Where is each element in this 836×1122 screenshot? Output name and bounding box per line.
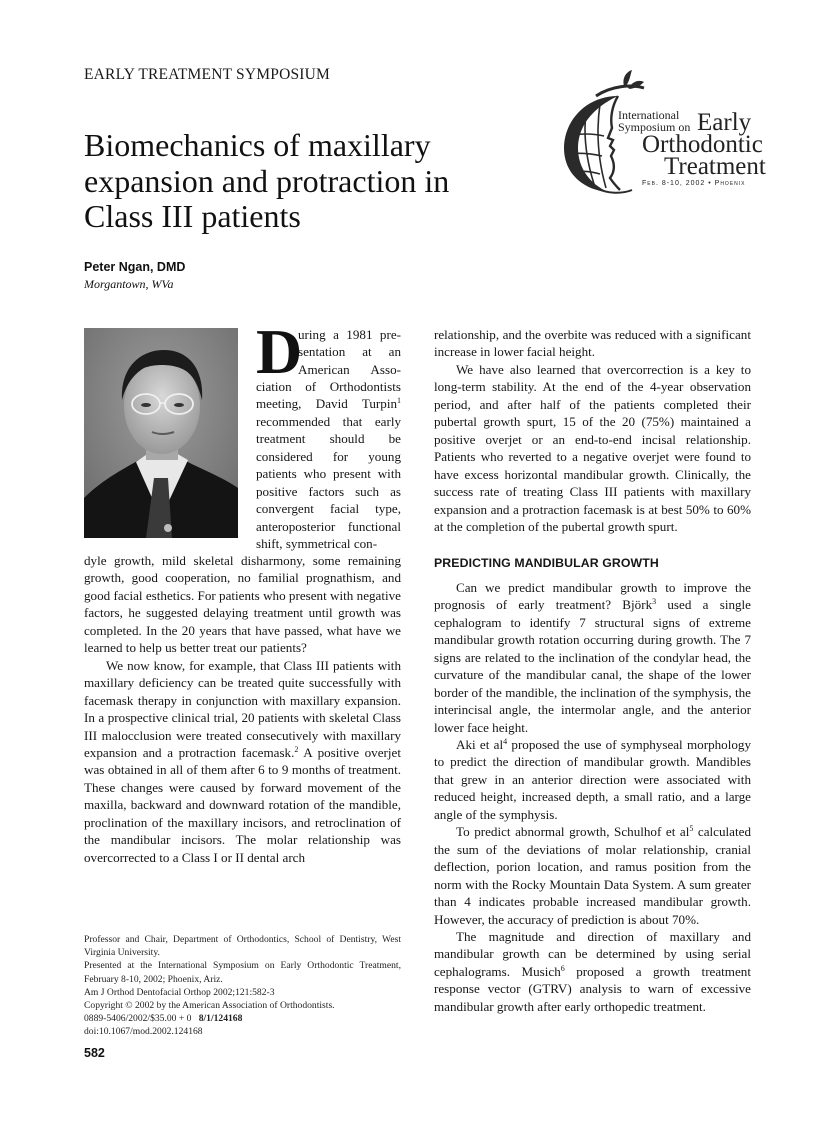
paragraph-text: We now know, for example, that Class III patients with maxillary deficiency can be treated quite successfully with facemask therapy in conjunction with maxillary expansion. In a prospective clinical trial, 20 patients with skeletal Class III malocclusion were treated consecutively with maxillary expansion and a protraction facemask. [84,657,401,760]
footnote-copyright: Copyright © 2002 by the American Association of Orthodontists. [84,1000,335,1012]
paragraph: relationship, and the overbite was reduced with a significant increase in lower facial height. [434,327,751,360]
article-title [84,128,524,235]
paragraph-text: Can we predict mandibular growth to improve the prognosis of early treatment? Björk [434,579,751,613]
footnote-issn [84,1012,401,1025]
title-line: Biomechanics of maxillary [84,127,431,163]
paragraph-text: calculated the sum of the deviations of molar relationship, cranial deflection, porion location, and ramus position from the norm with the Rocky Mountain Data System. A sum greater than 4 indicates probable increased mandibular growth. However, the accuracy of prediction is about 70%. [434,824,751,927]
title-line: expansion and protraction in [84,162,450,199]
paragraph [84,657,401,866]
paragraph: We have also learned that overcorrection is a key to long-term stability. At the end of the 4-year observation period, and after half of the patients completed their pubertal growth spurt, 15 of the 20 (75%) maintained a positive overjet or an end-to-end incisal relationship. Patients who reverted to a negative overjet were found to have excess horizontal mandibular growth. Clinically, the success rate of treating Class III patients with maxillary expansion and a protraction facemask is at best 50% to 60% at the completion of the pubertal growth spurt. [434,361,751,534]
page-number: 582 [84,1046,105,1060]
left-column [84,552,401,866]
reference-5[interactable]: 5 [689,824,694,834]
paragraph-text: recommended that early treatment should be considered for young patients who present with positive factors such as convergent facial type, anteroposterior functional shift, symmetrical con- [256,413,401,552]
symposium-logo [556,66,766,196]
paragraph-text: The magnitude and direction of maxillary and mandibular growth can be determined by using serial cephalograms. Musich [434,928,751,979]
article-footnote [84,933,401,1039]
drop-cap: D [256,316,303,387]
reference-2[interactable]: 2 [294,744,299,754]
footnote-doi[interactable]: doi:10.1067/mod.2002.124168 [84,1026,203,1038]
paragraph [434,579,751,736]
reference-6[interactable]: 6 [560,963,565,973]
paragraph-text: proposed the use of symphyseal morphology to predict the direction of mandibular growth. Mandibles that grew in an anterior direction were associated with reduced height, increased depth, a small ratio, and a large angle of the symphysis. [434,736,751,822]
reference-3[interactable]: 3 [652,597,657,607]
paragraph-text: proposed a growth treatment response vector (GTRV) analysis to warn of excessive mandibular growth after early orthopedic treatment. [434,963,751,1014]
paragraph: dyle growth, mild skeletal disharmony, some remaining growth, good cooperation, no familial prognathism, and good facial esthetics. For patients who present with negative factors, he suggested delaying treatment until growth was completed. In the 20 years that have passed, what have we learned to help us better treat our patients? [84,553,401,656]
logo-line-orthodontic: Orthodontic [642,131,763,158]
paragraph-text: Aki et al [456,736,504,752]
narrow-column-top [298,326,401,378]
narrow-column [256,378,401,553]
footnote-affiliation: Professor and Chair, Department of Orthodontics, School of Dentistry, West Virginia University. [84,934,401,959]
author-affiliation: Morgantown, WVa [84,277,174,291]
paragraph-text: A positive overjet was obtained in all of them after 6 to 9 months of treatment. These changes were caused by forward movement of the maxilla, backward and downward rotation of the mandible, proclination of the maxillary incisors, and retroclination of the mandibular incisors. The molar relationship was overcorrected to a Class I or II dental arch [84,744,401,865]
author-name: Peter Ngan, DMD [84,260,186,274]
issn-code: 8/1/124168 [198,1013,243,1025]
text-line: uring a 1981 pre- [298,327,401,342]
logo-line-symposium: Symposium on [618,120,691,134]
paragraph [434,736,751,823]
section-heading: PREDICTING MANDIBULAR GROWTH [434,556,659,571]
reference-1[interactable]: 1 [397,396,401,406]
paragraph-text: ciation of Orthodontists meeting, David Turpin [256,379,401,412]
right-column [434,326,751,1015]
issn-price: 0889-5406/2002/$35.00 + 0 [84,1013,192,1025]
title-line: Class III patients [84,198,301,234]
logo-line-treatment: Treatment [664,153,766,180]
logo-dateline: Feb. 8-10, 2002 • Phoenix [642,180,746,187]
paragraph-text: To predict abnormal growth, Schulhof et al [456,824,690,840]
logo-line-early: Early [697,109,752,136]
footnote-citation: Am J Orthod Dentofacial Orthop 2002;121:582-3 [84,986,275,998]
reference-4[interactable]: 4 [503,736,508,746]
paragraph [434,823,751,928]
section-label: EARLY TREATMENT SYMPOSIUM [84,66,331,83]
portrait-photo-icon [84,328,238,538]
author-portrait [84,328,238,538]
paragraph [434,928,751,1015]
text-line: sentation at an [298,344,401,360]
logo-line-international: International [618,108,680,122]
footnote-presentation: Presented at the International Symposium on Early Orthodontic Treatment, February 8-10, 2002; Phoenix, Ariz. [84,960,401,985]
paragraph-text: used a single cephalogram to identify 7 structural signs of extreme mandibular growth rotation occurring during growth. The 7 signs are related to the inclination of the condylar head, the curvature of the mandibular canal, the shape of the lower border of the mandible, the inclination of the symphysis, the interincisal angle, the intermolar angle, and the anterior lower face height. [434,597,751,735]
text-line: American Asso- [298,361,401,377]
